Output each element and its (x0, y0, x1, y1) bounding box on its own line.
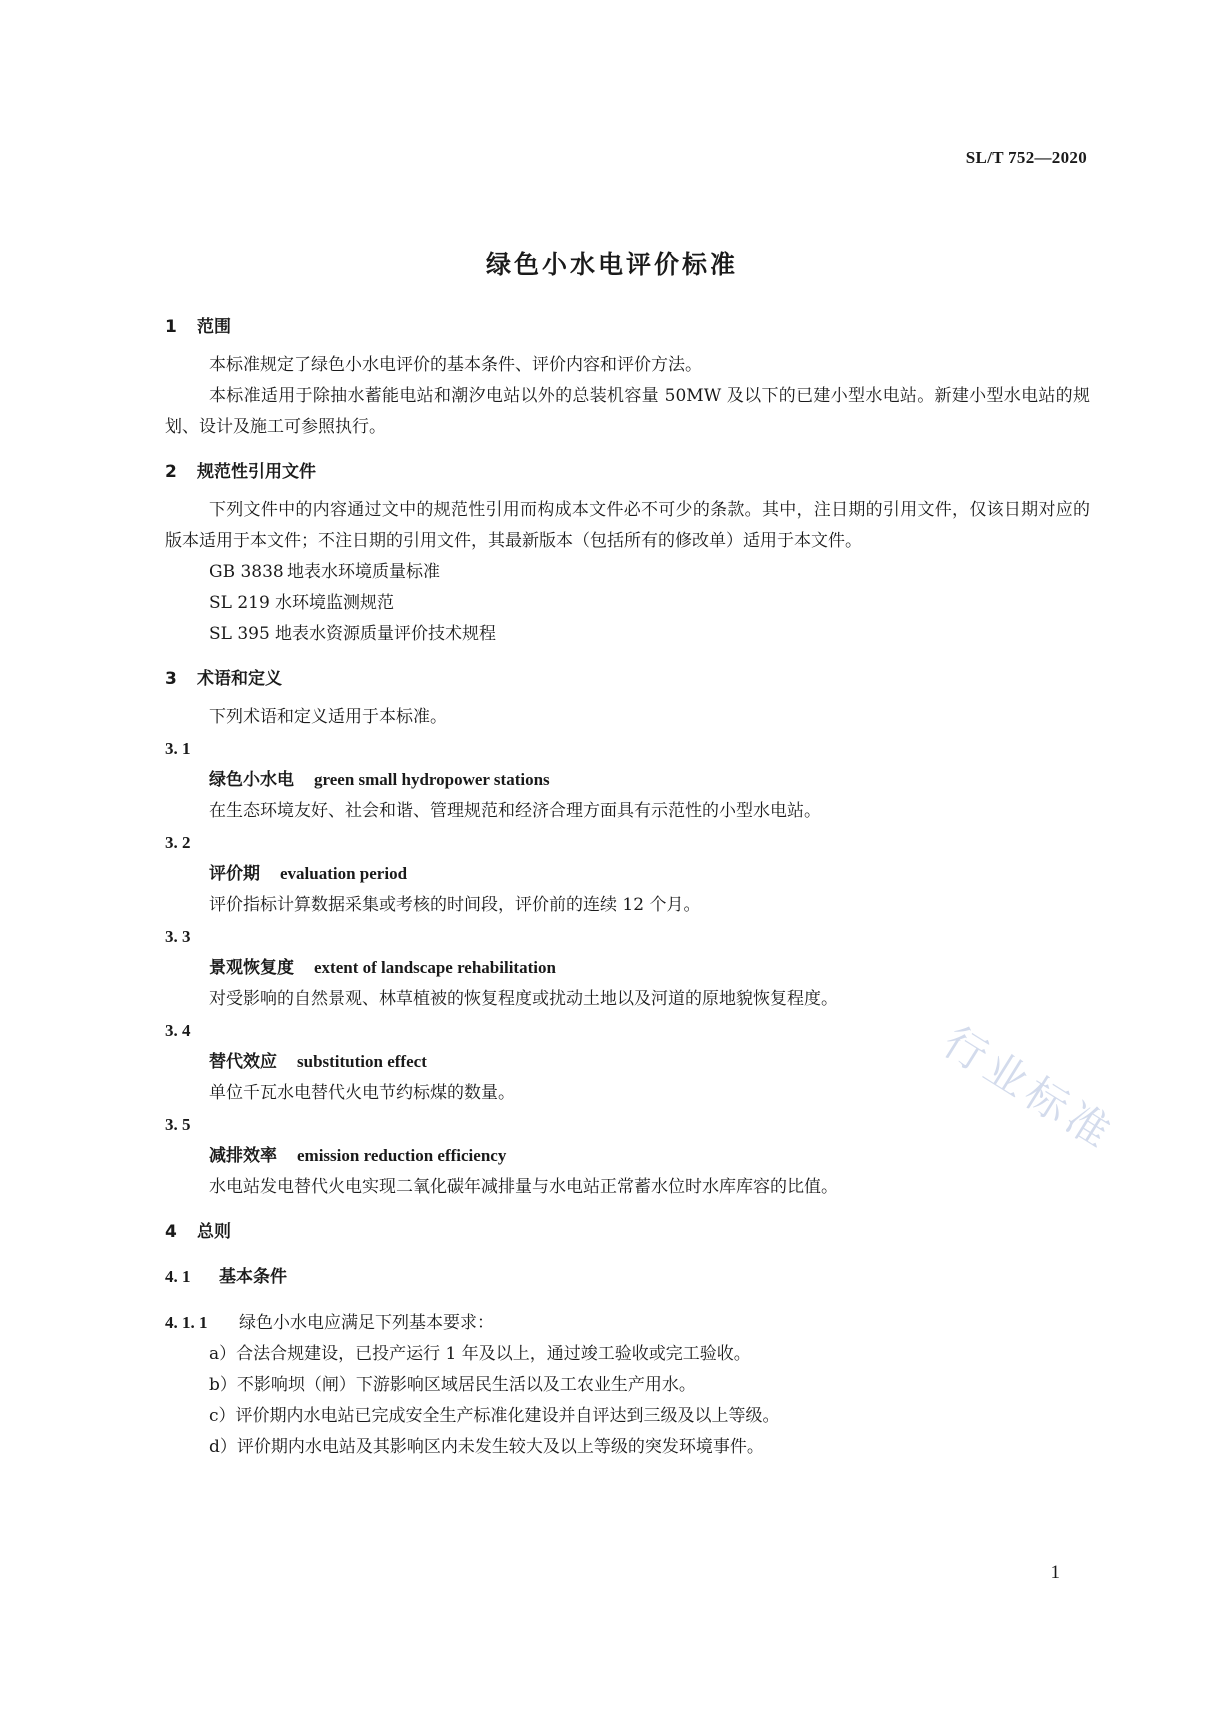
term-number: 3. 5 (165, 1115, 191, 1134)
page-title: 绿色小水电评价标准 (485, 250, 738, 279)
section-2-heading (165, 457, 1090, 487)
section-title: 规范性引用文件 (197, 462, 316, 482)
term-number: 3. 3 (165, 927, 191, 946)
reference-item (165, 557, 1090, 588)
section-3-heading (165, 664, 1090, 694)
reference-code: SL 395 (209, 624, 270, 644)
term-heading (165, 1140, 1090, 1172)
term-heading (165, 858, 1090, 890)
subsection-number: 4. 1 (165, 1267, 191, 1286)
term-en: green small hydropower stations (314, 770, 550, 789)
reference-code: SL 219 (209, 593, 270, 613)
clause (165, 1307, 1090, 1339)
term-en: substitution effect (297, 1052, 427, 1071)
clause-text: 绿色小水电应满足下列基本要求： (239, 1313, 494, 1333)
paragraph: 本标准规定了绿色小水电评价的基本条件、评价内容和评价方法。 (209, 355, 702, 375)
term-zh: 评价期 (209, 864, 260, 884)
paragraph: 下列术语和定义适用于本标准。 (209, 707, 447, 727)
term-zh: 减排效率 (209, 1146, 277, 1166)
document-body (165, 312, 1090, 1463)
term-en: emission reduction efficiency (297, 1146, 507, 1165)
list-item: c）评价期内水电站已完成安全生产标准化建设并自评达到三级及以上等级。 (209, 1406, 780, 1426)
list-item: b）不影响坝（闸）下游影响区域居民生活以及工农业生产用水。 (209, 1375, 696, 1395)
term-definition: 评价指标计算数据采集或考核的时间段，评价前的连续 12 个月。 (209, 895, 701, 915)
term-number: 3. 2 (165, 833, 191, 852)
term-en: evaluation period (280, 864, 408, 883)
section-number: 4 (165, 1222, 177, 1242)
section-title: 总则 (197, 1222, 231, 1242)
term-definition: 在生态环境友好、社会和谐、管理规范和经济合理方面具有示范性的小型水电站。 (209, 801, 821, 821)
term-definition: 对受影响的自然景观、林草植被的恢复程度或扰动土地以及河道的原地貌恢复程度。 (209, 989, 838, 1009)
reference-code: GB 3838 (209, 562, 284, 582)
term-en: extent of landscape rehabilitation (314, 958, 556, 977)
term-number: 3. 1 (165, 739, 191, 758)
term-definition: 单位千瓦水电替代火电节约标煤的数量。 (209, 1083, 515, 1103)
list-item: a）合法合规建设，已投产运行 1 年及以上，通过竣工验收或完工验收。 (209, 1344, 751, 1364)
term-heading (165, 764, 1090, 796)
section-number: 3 (165, 669, 177, 689)
reference-name: 地表水环境质量标准 (287, 562, 440, 582)
subsection-title: 基本条件 (219, 1267, 287, 1287)
section-4-heading (165, 1217, 1090, 1247)
paragraph: 下列文件中的内容通过文中的规范性引用而构成本文件必不可少的条款。其中，注日期的引用文件，仅该日期对应的版本适用于本文件；不注日期的引用文件，其最新版本（包括所有的修改单）适用于本文件。 (165, 500, 1090, 551)
term-zh: 景观恢复度 (209, 958, 294, 978)
section-number: 2 (165, 462, 177, 482)
clause-number: 4. 1. 1 (165, 1313, 208, 1332)
reference-item (165, 619, 1090, 650)
subsection-heading (165, 1261, 1090, 1293)
term-zh: 替代效应 (209, 1052, 277, 1072)
section-title: 范围 (197, 317, 231, 337)
section-number: 1 (165, 317, 177, 337)
watermark: 行业标准 (934, 1016, 1124, 1161)
page-number: 1 (1050, 1562, 1060, 1583)
term-number: 3. 4 (165, 1021, 191, 1040)
reference-item (165, 588, 1090, 619)
reference-name: 地表水资源质量评价技术规程 (275, 624, 496, 644)
term-zh: 绿色小水电 (209, 770, 294, 790)
section-title: 术语和定义 (197, 669, 282, 689)
section-1-heading (165, 312, 1090, 342)
term-definition: 水电站发电替代火电实现二氧化碳年减排量与水电站正常蓄水位时水库库容的比值。 (209, 1177, 838, 1197)
standard-code: SL/T 752—2020 (965, 148, 1087, 167)
term-heading (165, 952, 1090, 984)
paragraph: 本标准适用于除抽水蓄能电站和潮汐电站以外的总装机容量 50MW 及以下的已建小型水电站。新建小型水电站的规划、设计及施工可参照执行。 (165, 386, 1090, 437)
reference-name: 水环境监测规范 (275, 593, 394, 613)
list-item: d）评价期内水电站及其影响区内未发生较大及以上等级的突发环境事件。 (209, 1437, 764, 1457)
